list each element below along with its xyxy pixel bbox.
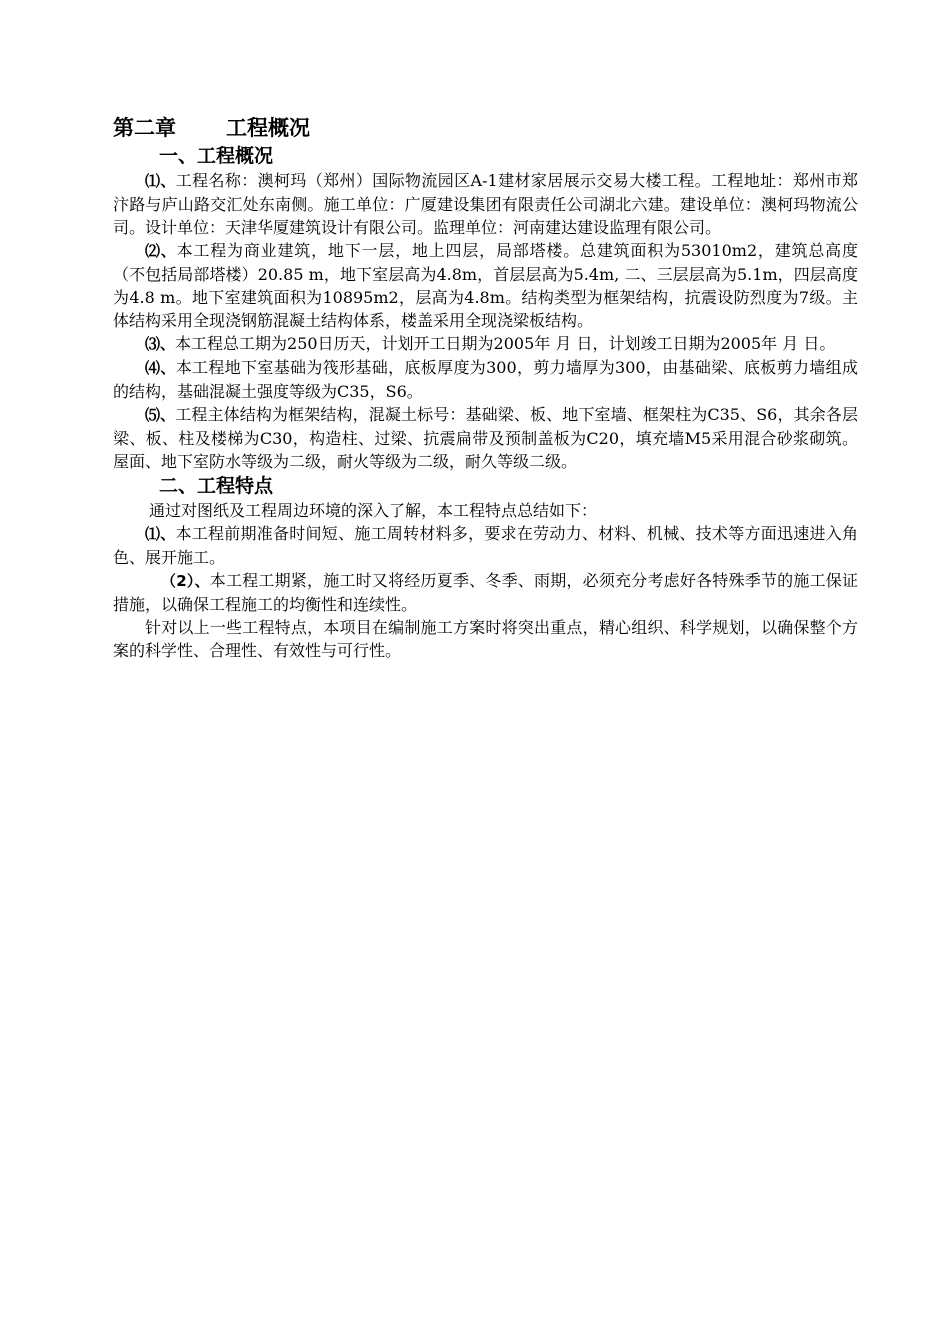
overview-paragraph-4 xyxy=(113,356,858,403)
features-intro: 通过对图纸及工程周边环境的深入了解，本工程特点总结如下： xyxy=(149,501,598,520)
item-number: ⑴、 xyxy=(145,525,176,543)
paragraph-text: 工程名称：澳柯玛（郑州）国际物流园区A-1建材家居展示交易大楼工程。工程地址：郑州市郑汴路与庐山路交汇处东南侧。施工单位：广厦建设集团有限责任公司湖北六建。建设单位：澳柯玛物流公司。设计单位：天津华厦建筑设计有限公司。监理单位：河南建达建设监理有限公司。 xyxy=(113,171,858,237)
paragraph-text: 本工程地下室基础为筏形基础，底板厚度为300，剪力墙厚为300，由基础梁、底板剪力墙组成的结构，基础混凝土强度等级为C35，S6。 xyxy=(113,358,858,401)
overview-paragraph-5 xyxy=(113,403,858,473)
features-closing: 针对以上一些工程特点，本项目在编制施工方案时将突出重点，精心组织、科学规划，以确保整个方案的科学性、合理性、有效性与可行性。 xyxy=(113,618,858,660)
chapter-label: 第二章 xyxy=(113,116,176,140)
item-number: ⑸、 xyxy=(145,406,176,424)
paragraph-text: 本工程工期紧，施工时又将经历夏季、冬季、雨期，必须充分考虑好各特殊季节的施工保证措施，以确保工程施工的均衡性和连续性。 xyxy=(113,571,858,614)
paragraph-text: 本工程前期准备时间短、施工周转材料多，要求在劳动力、材料、机械、技术等方面迅速进入角色、展开施工。 xyxy=(113,524,858,567)
features-paragraph-2 xyxy=(113,569,858,616)
overview-paragraph-2 xyxy=(113,239,858,332)
section-heading-overview: 一、工程概况 xyxy=(159,145,274,167)
chapter-title xyxy=(113,113,858,143)
section-heading-features: 二、工程特点 xyxy=(159,475,274,497)
item-number: （2）、 xyxy=(161,572,210,590)
chapter-name: 工程概况 xyxy=(226,116,310,140)
item-number: ⑵、 xyxy=(145,242,177,260)
features-paragraph-1 xyxy=(113,522,858,569)
item-number: ⑷、 xyxy=(145,359,176,377)
overview-paragraph-3 xyxy=(113,332,858,356)
document-page xyxy=(113,113,858,662)
overview-paragraph-1 xyxy=(113,169,858,239)
item-number: ⑴、 xyxy=(145,172,176,190)
paragraph-text: 工程主体结构为框架结构，混凝土标号：基础梁、板、地下室墙、框架柱为C35、S6，其余各层梁、板、柱及楼梯为C30，构造柱、过梁、抗震扁带及预制盖板为C20，填充墙M5采用混合砂浆砌筑。屋面、地下室防水等级为二级，耐火等级为二级，耐久等级二级。 xyxy=(113,405,858,471)
paragraph-text: 本工程总工期为250日历天，计划开工日期为2005年 月 日，计划竣工日期为2005年 月 日。 xyxy=(175,334,836,353)
paragraph-text: 本工程为商业建筑，地下一层，地上四层，局部塔楼。总建筑面积为53010m2，建筑总高度（不包括局部塔楼）20.85 m，地下室层高为4.8m，首层层高为5.4m, 二、三层层高为5.1m，四层高度为4.8 m。地下室建筑面积为10895m2，层高为4.8m。结构类型为框架结构，抗震设防烈度为7级。主体结构采用全现浇钢筋混凝土结构体系，楼盖采用全现浇梁板结构。 xyxy=(113,241,858,330)
item-number: ⑶、 xyxy=(145,335,176,353)
